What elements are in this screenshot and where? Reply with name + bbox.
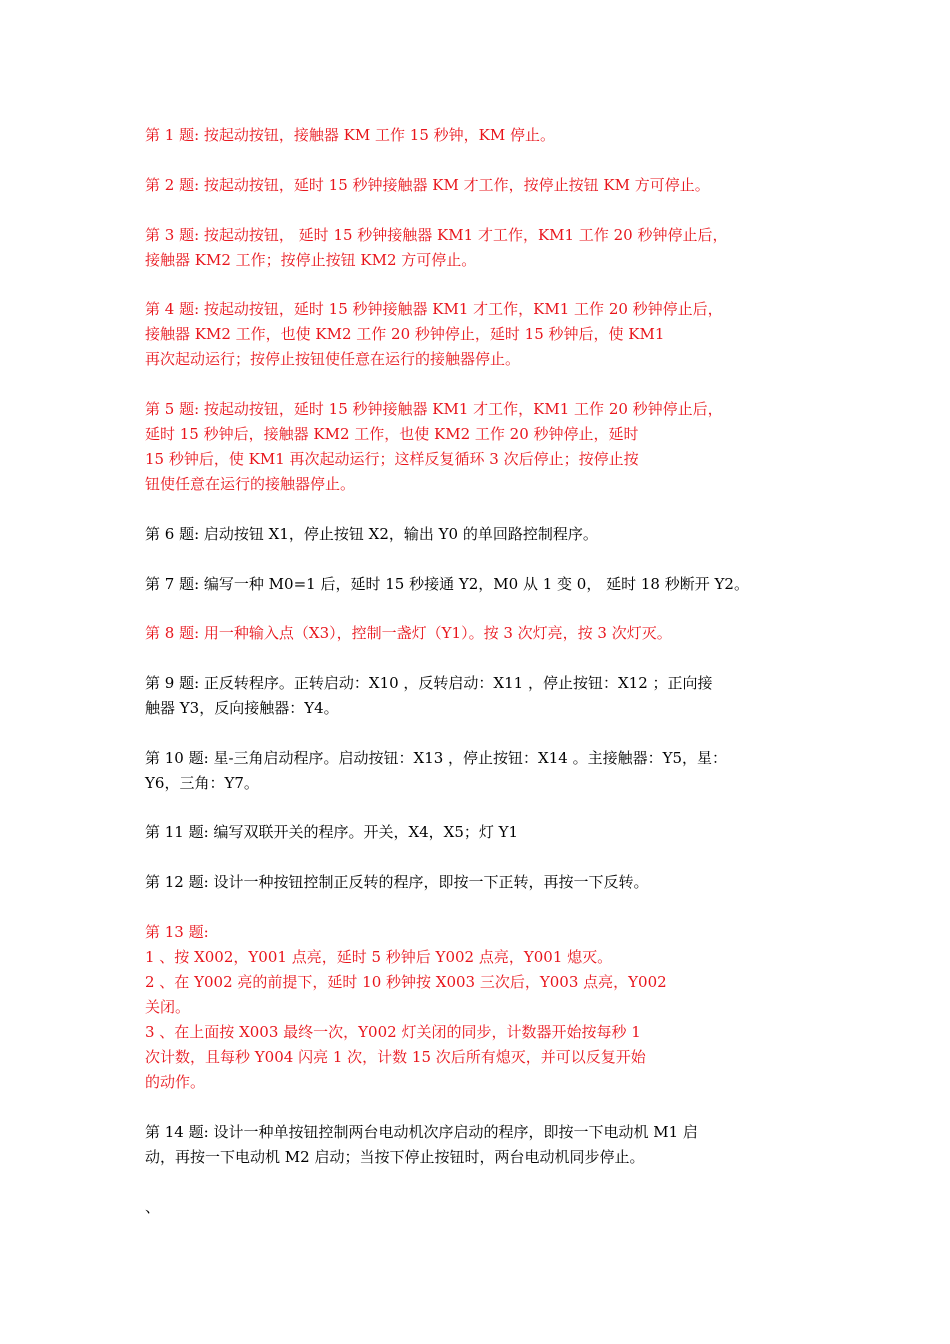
- question-3-line: 第 3 题: 按起动按钮， 延时 15 秒钟接触器 KM1 才工作，KM1 工作 20 秒钟停止后，: [145, 226, 728, 244]
- question-5-line: 15 秒钟后，使 KM1 再次起动运行；这样反复循环 3 次后停止；按停止按: [145, 450, 639, 468]
- question-9: [145, 671, 785, 721]
- question-8-line: 第 8 题: 用一种输入点（X3），控制一盏灯（Y1）。按 3 次灯亮，按 3 次灯灭。: [145, 624, 672, 642]
- question-13-line: 2 、在 Y002 亮的前提下，延时 10 秒钟按 X003 三次后，Y003 点亮，Y002: [145, 973, 667, 991]
- question-3-line: 接触器 KM2 工作；按停止按钮 KM2 方可停止。: [145, 251, 477, 269]
- question-1-line: 第 1 题: 按起动按钮，接触器 KM 工作 15 秒钟，KM 停止。: [145, 126, 555, 144]
- question-10: [145, 746, 785, 796]
- question-13-line: 1 、按 X002，Y001 点亮，延时 5 秒钟后 Y002 点亮，Y001 熄灭。: [145, 948, 613, 966]
- question-4-line: 第 4 题: 按起动按钮，延时 15 秒钟接触器 KM1 才工作，KM1 工作 20 秒钟停止后，: [145, 300, 723, 318]
- question-5-line: 第 5 题: 按起动按钮，延时 15 秒钟接触器 KM1 才工作，KM1 工作 20 秒钟停止后，: [145, 400, 723, 418]
- question-14-line: 第 14 题: 设计一种单按钮控制两台电动机次序启动的程序，即按一下电动机 M1 启: [145, 1123, 698, 1141]
- question-12-line: 第 12 题: 设计一种按钮控制正反转的程序，即按一下正转，再按一下反转。: [145, 873, 649, 891]
- question-13-line: 的动作。: [145, 1073, 206, 1091]
- question-2: [145, 173, 785, 198]
- question-13-line: 3 、在上面按 X003 最终一次，Y002 灯关闭的同步，计数器开始按每秒 1: [145, 1023, 641, 1041]
- question-5-line: 延时 15 秒钟后，接触器 KM2 工作，也使 KM2 工作 20 秒钟停止，延时: [145, 425, 639, 443]
- question-13: [145, 920, 785, 1095]
- question-14-line: 动，再按一下电动机 M2 启动；当按下停止按钮时，两台电动机同步停止。: [145, 1148, 645, 1166]
- question-1: [145, 123, 785, 148]
- question-4-line: 接触器 KM2 工作，也使 KM2 工作 20 秒钟停止，延时 15 秒钟后，使 KM1: [145, 325, 665, 343]
- question-10-line: Y6，三角：Y7。: [145, 774, 259, 792]
- question-4: [145, 297, 785, 372]
- question-11-line: 第 11 题: 编写双联开关的程序。开关，X4，X5；灯 Y1: [145, 823, 519, 841]
- question-5: [145, 397, 785, 497]
- question-6-line: 第 6 题: 启动按钮 X1，停止按钮 X2，输出 Y0 的单回路控制程序。: [145, 525, 598, 543]
- question-12: [145, 870, 785, 895]
- question-9-line: 触器 Y3，反向接触器：Y4。: [145, 699, 339, 717]
- question-13-line: 第 13 题:: [145, 923, 209, 941]
- question-2-line: 第 2 题: 按起动按钮，延时 15 秒钟接触器 KM 才工作，按停止按钮 KM 方可停止。: [145, 176, 710, 194]
- question-5-line: 钮使任意在运行的接触器停止。: [145, 475, 356, 493]
- question-11: [145, 820, 785, 845]
- question-7: [145, 572, 785, 597]
- question-8: [145, 621, 785, 646]
- question-13-line: 关闭。: [145, 998, 191, 1016]
- question-13-line: 次计数，且每秒 Y004 闪亮 1 次，计数 15 次后所有熄灭，并可以反复开始: [145, 1048, 646, 1066]
- question-3: [145, 223, 785, 273]
- question-6: [145, 522, 785, 547]
- question-9-line: 第 9 题: 正反转程序。正转启动：X10 ，反转启动：X11 ，停止按钮：X12 ；正向接: [145, 674, 713, 692]
- question-10-line: 第 10 题: 星-三角启动程序。启动按钮：X13 ，停止按钮：X14 。主接触器：Y5，星：: [145, 749, 728, 767]
- question-4-line: 再次起动运行；按停止按钮使任意在运行的接触器停止。: [145, 350, 521, 368]
- trailing-mark: 、: [145, 1198, 161, 1216]
- question-7-line: 第 7 题: 编写一种 M0=1 后，延时 15 秒接通 Y2，M0 从 1 变 0， 延时 18 秒断开 Y2。: [145, 575, 749, 593]
- question-14: [145, 1120, 785, 1170]
